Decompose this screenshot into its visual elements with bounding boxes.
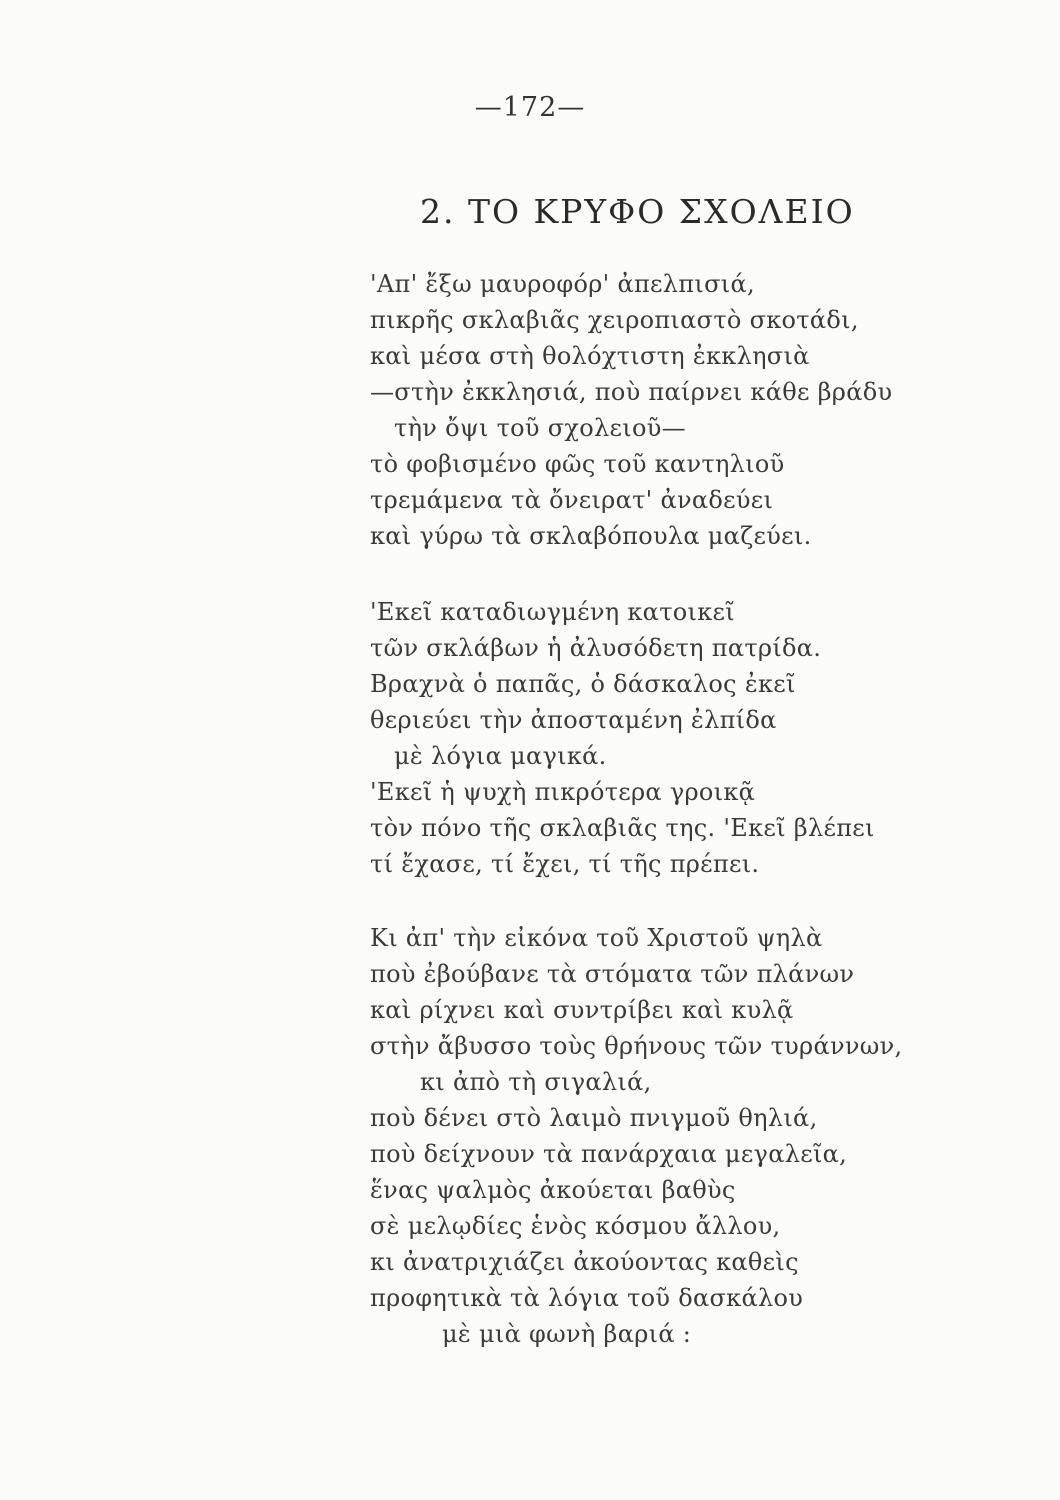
poem-line: ποὺ δένει στὸ λαιμὸ πνιγμοῦ θηλιά, [370, 1104, 818, 1132]
poem-line: μὲ λόγια μαγικά. [394, 742, 607, 770]
poem-line: κι ἀνατριχιάζει ἀκούοντας καθεὶς [370, 1248, 799, 1276]
poem-line: ποὺ δείχνουν τὰ πανάρχαια μεγαλεῖα, [370, 1140, 848, 1168]
poem-line: 'Απ' ἔξω μαυροφόρ' ἀπελπισιά, [370, 270, 755, 298]
poem-line: Βραχνὰ ὁ παπᾶς, ὁ δάσκαλος ἐκεῖ [370, 670, 796, 698]
poem-line: τί ἔχασε, τί ἔχει, τί τῆς πρέπει. [370, 850, 760, 878]
poem-line: καὶ μέσα στὴ θολόχτιστη ἐκκλησιὰ [370, 342, 810, 370]
stanza-3 [370, 920, 902, 1352]
poem-line: τρεμάμενα τὰ ὄνειρατ' ἀναδεύει [370, 486, 774, 514]
poem-line: κι ἀπὸ τὴ σιγαλιά, [420, 1068, 652, 1096]
poem-line: τῶν σκλάβων ἡ ἀλυσόδετη πατρίδα. [370, 634, 822, 662]
poem-line: 'Εκεῖ ἡ ψυχὴ πικρότερα γροικᾷ [370, 778, 756, 806]
poem-line: σὲ μελῳδίες ἑνὸς κόσμου ἄλλου, [370, 1212, 781, 1240]
poem-line: θεριεύει τὴν ἀποσταμένη ἐλπίδα [370, 706, 777, 734]
stanza-2 [370, 594, 875, 882]
poem-line: —στὴν ἐκκλησιά, ποὺ παίρνει κάθε βράδυ [370, 378, 893, 406]
poem-line: 'Εκεῖ καταδιωγμένη κατοικεῖ [370, 598, 735, 626]
page-number: —172— [474, 92, 586, 123]
poem-line: Κι ἀπ' τὴν εἰκόνα τοῦ Χριστοῦ ψηλὰ [370, 924, 823, 952]
poem-line: τὴν ὄψι τοῦ σχολειοῦ— [394, 414, 686, 442]
poem-line: μὲ μιὰ φωνὴ βαριά : [442, 1320, 692, 1348]
poem-line: προφητικὰ τὰ λόγια τοῦ δασκάλου [370, 1284, 804, 1312]
poem-line: στὴν ἄβυσσο τοὺς θρήνους τῶν τυράννων, [370, 1032, 903, 1060]
poem-line: ἕνας ψαλμὸς ἀκούεται βαθὺς [370, 1176, 736, 1204]
poem-line: ποὺ ἐβούβανε τὰ στόματα τῶν πλάνων [370, 960, 855, 988]
poem-title: 2. ΤΟ ΚΡΥΦΟ ΣΧΟΛΕΙΟ [420, 192, 855, 231]
poem-line: πικρῆς σκλαβιᾶς χειροπιαστὸ σκοτάδι, [370, 306, 859, 334]
poem-line: καὶ γύρω τὰ σκλαβόπουλα μαζεύει. [370, 522, 812, 550]
stanza-1 [370, 266, 892, 554]
poem-line: τὸ φοβισμένο φῶς τοῦ καντηλιοῦ [370, 450, 785, 478]
poem-line: καὶ ρίχνει καὶ συντρίβει καὶ κυλᾷ [370, 996, 794, 1024]
poem-line: τὸν πόνο τῆς σκλαβιᾶς της. 'Εκεῖ βλέπει [370, 814, 875, 842]
